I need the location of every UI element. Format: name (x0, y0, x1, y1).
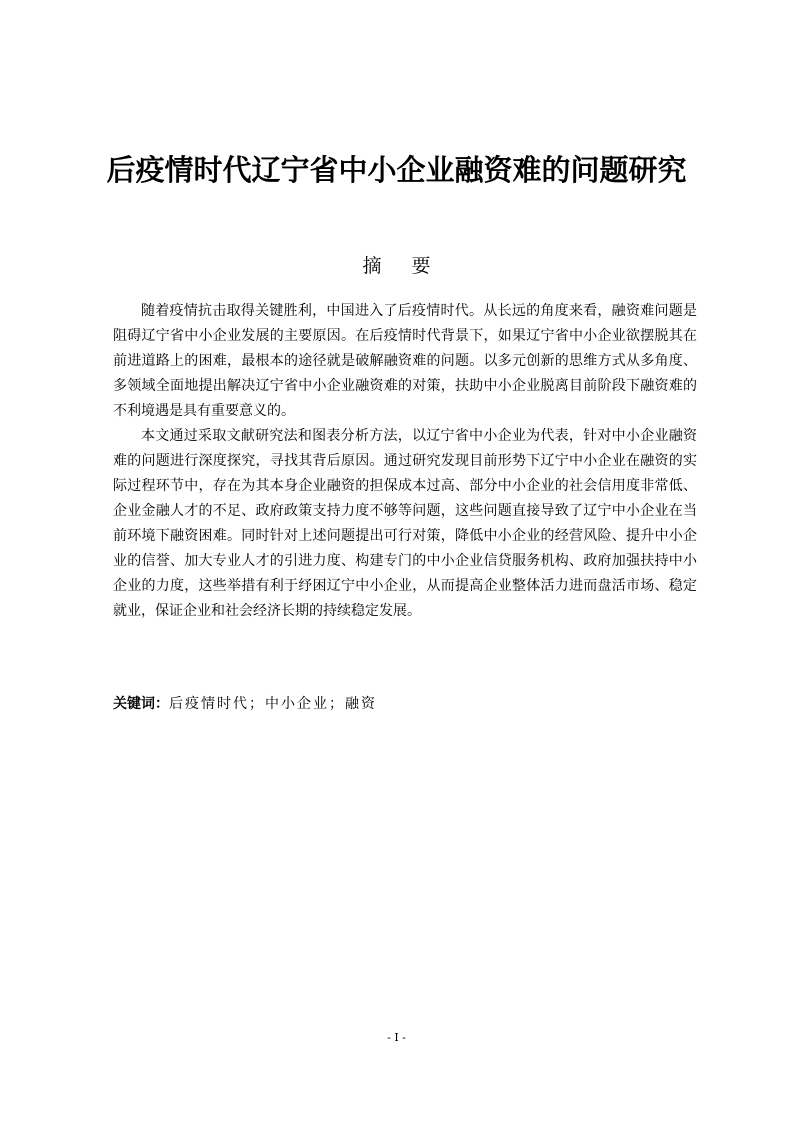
keywords-label: 关键词： (113, 696, 169, 712)
keywords-value: 后疫情时代；中小企业；融资 (169, 696, 377, 712)
abstract-body (113, 299, 697, 624)
abstract-paragraph-1: 随着疫情抗击取得关键胜利，中国进入了后疫情时代。从长远的角度来看，融资难问题是阻碍辽宁省中小企业发展的主要原因。在后疫情时代背景下，如果辽宁省中小企业欲摆脱其在前进道路上的困难，最根本的途径就是破解融资难的问题。以多元创新的思维方式从多角度、多领域全面地提出解决辽宁省中小企业融资难的对策，扶助中小企业脱离目前阶段下融资难的不利境遇是具有重要意义的。 (113, 303, 697, 419)
abstract-paragraph-2: 本文通过采取文献研究法和图表分析方法，以辽宁省中小企业为代表，针对中小企业融资难的问题进行深度探究，寻找其背后原因。通过研究发现目前形势下辽宁中小企业在融资的实际过程环节中，存在为其本身企业融资的担保成本过高、部分中小企业的社会信用度非常低、企业金融人才的不足、政府政策支持力度不够等问题，这些问题直接导致了辽宁中小企业在当前环境下融资困难。同时针对上述问题提出可行对策，降低中小企业的经营风险、提升中小企业的信誉、加大专业人才的引进力度、构建专门的中小企业信贷服务机构、政府加强扶持中小企业的力度，这些举措有利于纾困辽宁中小企业，从而提高企业整体活力进而盘活市场、稳定就业，保证企业和社会经济长期的持续稳定发展。 (113, 428, 697, 619)
abstract-heading: 摘要 (362, 255, 461, 277)
keywords-line (113, 692, 697, 717)
page-number: - I - (387, 1031, 406, 1044)
document-title: 后疫情时代辽宁省中小企业融资难的问题研究 (106, 153, 687, 187)
